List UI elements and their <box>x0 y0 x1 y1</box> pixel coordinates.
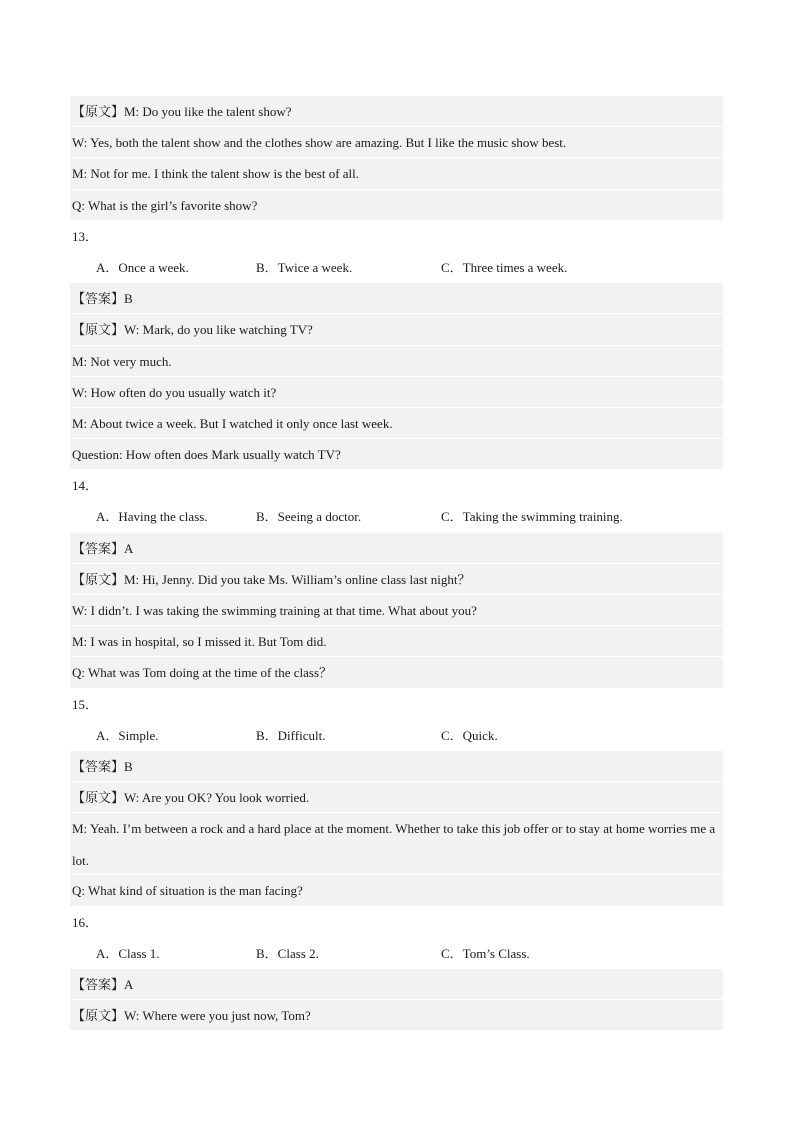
option-c: C．Taking the swimming training. <box>441 509 623 525</box>
options-row <box>70 501 723 532</box>
transcript-line: 【原文】M: Hi, Jenny. Did you take Ms. William’s online class last night？ <box>70 564 723 595</box>
transcript-line: M: I was in hospital, so I missed it. But Tom did. <box>70 626 723 657</box>
option-b: B．Class 2. <box>256 945 319 961</box>
transcript-line: M: Yeah. I’m between a rock and a hard place at the moment. Whether to take this job offer or to stay at home worries me a lot. <box>70 813 723 875</box>
answer-line: 【答案】A <box>70 969 723 1000</box>
answer-line: 【答案】B <box>70 283 723 314</box>
transcript-line: Q: What was Tom doing at the time of the class？ <box>70 657 723 688</box>
transcript-line: Q: What kind of situation is the man facing? <box>70 875 723 906</box>
transcript-line: W: Yes, both the talent show and the clothes show are amazing. But I like the music show best. <box>70 127 723 158</box>
transcript-line: Question: How often does Mark usually watch TV? <box>70 439 723 470</box>
question-number: 15． <box>72 696 99 712</box>
options-row <box>70 252 723 283</box>
transcript-line: M: About twice a week. But I watched it only once last week. <box>70 408 723 439</box>
option-a: A．Having the class. <box>96 509 208 525</box>
option-a: A．Simple. <box>96 727 159 743</box>
transcript-line: W: I didn’t. I was taking the swimming training at that time. What about you? <box>70 595 723 626</box>
transcript-line: M: Not very much. <box>70 346 723 377</box>
options-row <box>70 938 723 969</box>
question-number: 16． <box>72 914 99 930</box>
option-c: C．Tom’s Class. <box>441 945 530 961</box>
option-a: A．Class 1. <box>96 945 160 961</box>
option-b: B．Seeing a doctor. <box>256 509 362 525</box>
option-c: C．Three times a week. <box>441 259 568 275</box>
question-number: 14． <box>72 478 99 494</box>
options-row <box>70 720 723 751</box>
transcript-line: Q: What is the girl’s favorite show? <box>70 190 723 221</box>
transcript-line: 【原文】W: Where were you just now, Tom? <box>70 1000 723 1031</box>
transcript-line: 【原文】W: Mark, do you like watching TV? <box>70 314 723 345</box>
transcript-line: 【原文】W: Are you OK? You look worried. <box>70 782 723 813</box>
option-c: C．Quick. <box>441 727 498 743</box>
option-b: B．Difficult. <box>256 727 326 743</box>
transcript-line: W: How often do you usually watch it? <box>70 377 723 408</box>
question-number: 13． <box>72 228 99 244</box>
answer-line: 【答案】B <box>70 751 723 782</box>
option-b: B．Twice a week. <box>256 259 353 275</box>
answer-line: 【答案】A <box>70 533 723 564</box>
worksheet-page <box>70 96 723 1031</box>
transcript-line: 【原文】M: Do you like the talent show? <box>70 96 723 127</box>
option-a: A．Once a week. <box>96 259 189 275</box>
transcript-line: M: Not for me. I think the talent show is the best of all. <box>70 158 723 189</box>
